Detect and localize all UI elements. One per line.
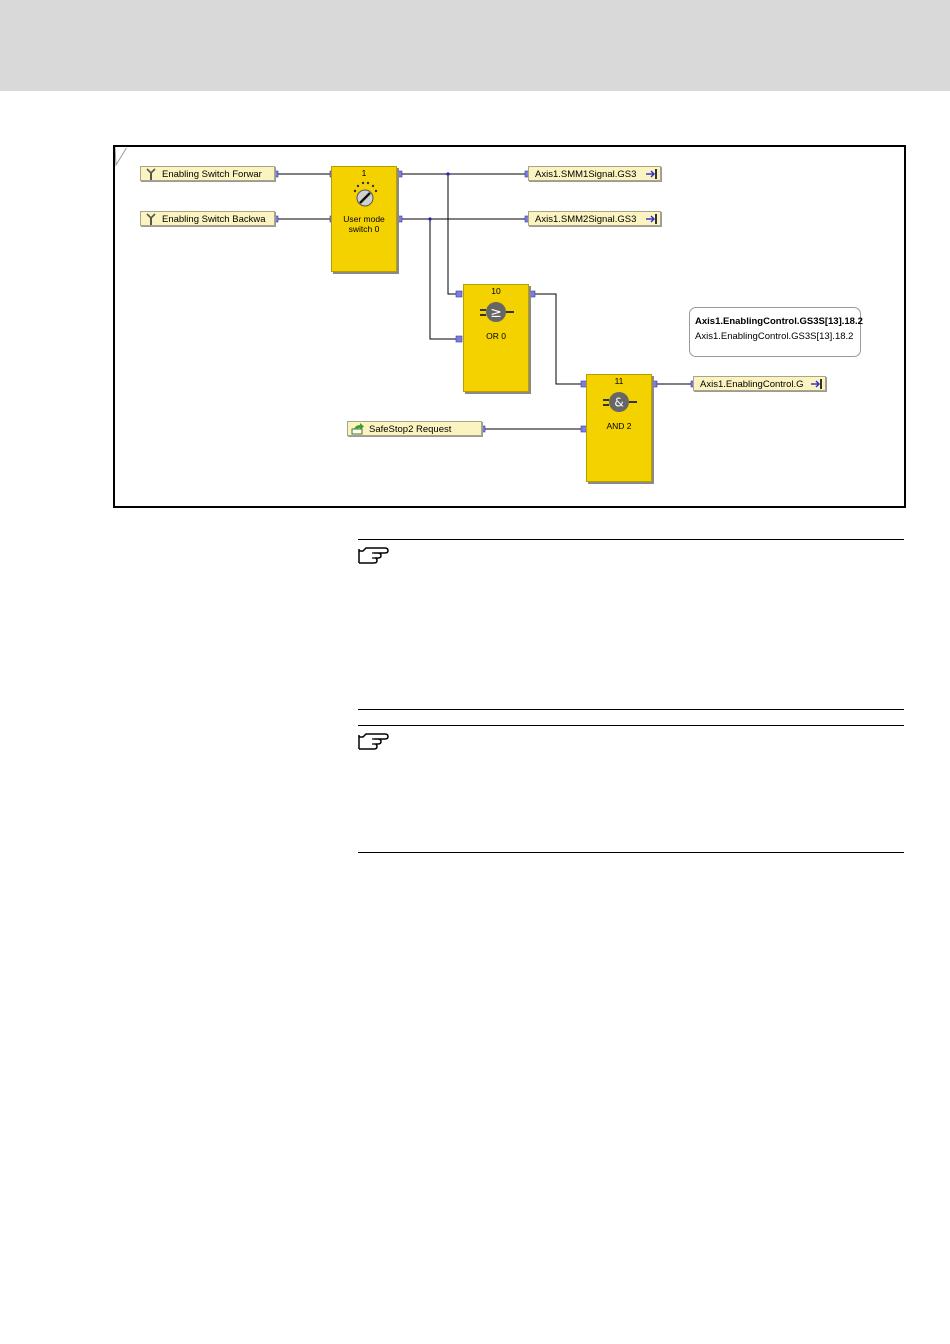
- rotary-switch-icon: [349, 181, 381, 209]
- block-label: AND 2: [606, 421, 632, 431]
- block-label: OR 0: [486, 331, 506, 341]
- svg-text:≥: ≥: [490, 305, 502, 321]
- block-number: 11: [614, 376, 624, 386]
- block-label-line2: switch 0: [348, 224, 380, 234]
- output-smm2-signal[interactable]: [528, 211, 661, 226]
- output-label: Axis1.SMM1Signal.GS3: [535, 169, 637, 180]
- pointing-hand-icon: [357, 731, 391, 753]
- or-gate-icon: [480, 301, 514, 323]
- block-user-mode-switch[interactable]: [331, 166, 397, 272]
- block-label-line1: User mode: [343, 214, 385, 224]
- tooltip-subtitle: Axis1.EnablingControl.GS3S[13].18.2: [695, 331, 854, 342]
- note-rule-bottom: [358, 709, 904, 710]
- output-label: Axis1.SMM2Signal.GS3: [535, 214, 637, 225]
- input-label: Enabling Switch Backwa: [162, 214, 266, 225]
- block-number: 1: [361, 168, 367, 178]
- output-smm1-signal[interactable]: [528, 166, 661, 181]
- enabling-switch-icon: [144, 168, 158, 180]
- tooltip-tail: [115, 147, 129, 167]
- input-safestop2-request[interactable]: [347, 421, 482, 436]
- input-label: SafeStop2 Request: [369, 424, 452, 435]
- svg-text:&: &: [614, 395, 624, 410]
- block-number: 10: [491, 286, 501, 296]
- logic-diagram: [113, 145, 906, 508]
- block-and-gate[interactable]: [586, 374, 652, 482]
- output-label: Axis1.EnablingControl.G: [700, 379, 804, 390]
- input-label: Enabling Switch Forwar: [162, 169, 262, 180]
- and-gate-icon: [603, 391, 637, 413]
- output-arrow-icon: [645, 168, 659, 180]
- note-rule-top: [358, 539, 904, 540]
- tooltip-title: Axis1.EnablingControl.GS3S[13].18.2: [695, 316, 863, 327]
- pointing-hand-icon: [357, 545, 391, 567]
- output-arrow-icon: [645, 213, 659, 225]
- output-arrow-icon: [810, 378, 824, 390]
- note-rule-bottom: [358, 852, 904, 853]
- page-header-band: [0, 0, 950, 91]
- block-or-gate[interactable]: [463, 284, 529, 392]
- enabling-switch-icon: [144, 213, 158, 225]
- note-rule-top: [358, 725, 904, 726]
- green-arrow-icon: [351, 423, 365, 435]
- input-enabling-switch-forward[interactable]: [140, 166, 275, 181]
- input-enabling-switch-backward[interactable]: [140, 211, 275, 226]
- output-enabling-control[interactable]: [693, 376, 826, 391]
- signal-tooltip: [689, 307, 861, 357]
